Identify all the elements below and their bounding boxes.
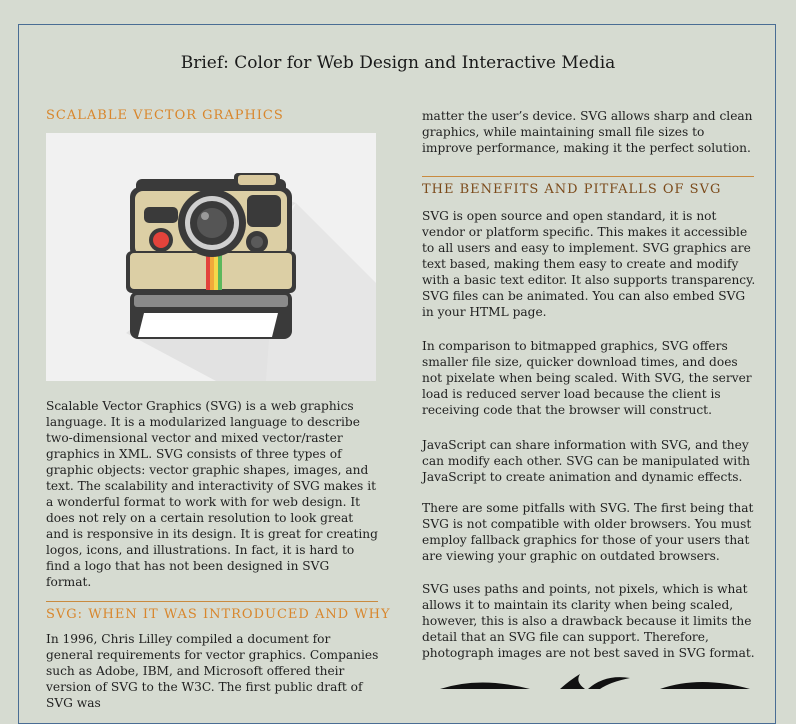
heading-scalable-vector-graphics: SCALABLE VECTOR GRAPHICS (46, 108, 284, 123)
paragraph-javascript: JavaScript can share information with SVG, and they can modify each other. SVG can be manipulated with JavaScript to create animation and dynamic effects. (422, 438, 750, 484)
camera-illustration (46, 133, 376, 381)
section-divider (46, 601, 378, 602)
document-title: Brief: Color for Web Design and Interactive Media (180, 53, 616, 73)
paragraph-pitfalls: There are some pitfalls with SVG. The first being that SVG is not compatible with older browsers. You must employ fallback graphics for those of your users that are viewing your graphic on outdated browsers. (422, 501, 754, 563)
section-divider-right (422, 176, 754, 177)
polaroid-camera-icon (46, 133, 376, 381)
paragraph-svg-device: matter the user’s device. SVG allows sharp and clean graphics, while maintaining small file sizes to improve performance, making it the perfect solution. (422, 109, 753, 155)
paragraph-paths-points: SVG uses paths and points, not pixels, which is what allows it to maintain its clarity when being scaled, however, this is also a drawback because it limits the detail that an SVG file can support. Therefore, photograph images are not best saved in SVG format. (422, 582, 755, 660)
ornament-icon (420, 672, 760, 689)
paragraph-svg-history: In 1996, Chris Lilley compiled a document for general requirements for vector graphics. Companies such as Adobe, IBM, and Microsoft offered their version of SVG to the W3C. The first public draft of SVG was (46, 632, 379, 710)
paragraph-svg-intro: Scalable Vector Graphics (SVG) is a web graphics language. It is a modularized language to describe two-dimensional vector and mixed vector/raster graphics in XML. SVG consists of three types of graphic objects: vector graphic shapes, images, and text. The scalability and interactivity of SVG makes it a wonderful format to work with for web design. It does not rely on a certain resolution to look great and is responsive in its design. It is great for creating logos, icons, and illustrations. In fact, it is hard to find a logo that has not been designed in SVG format. (46, 399, 378, 589)
heading-benefits-pitfalls: THE BENEFITS AND PITFALLS OF SVG (422, 182, 722, 197)
paragraph-comparison: In comparison to bitmapped graphics, SVG offers smaller file size, quicker download times, and does not pixelate when being scaled. With SVG, the server load is reduced server load because the client is receiving code that the browser will construct. (422, 339, 752, 417)
paragraph-open-standard: SVG is open source and open standard, it is not vendor or platform specific. This makes it accessible to all users and easy to implement. SVG graphics are text based, making them easy to create and modify with a basic text editor. It also supports transparency. SVG files can be animated. You can also embed SVG in your HTML page. (422, 209, 756, 319)
heading-svg-introduced: SVG: WHEN IT WAS INTRODUCED AND WHY (46, 607, 391, 622)
